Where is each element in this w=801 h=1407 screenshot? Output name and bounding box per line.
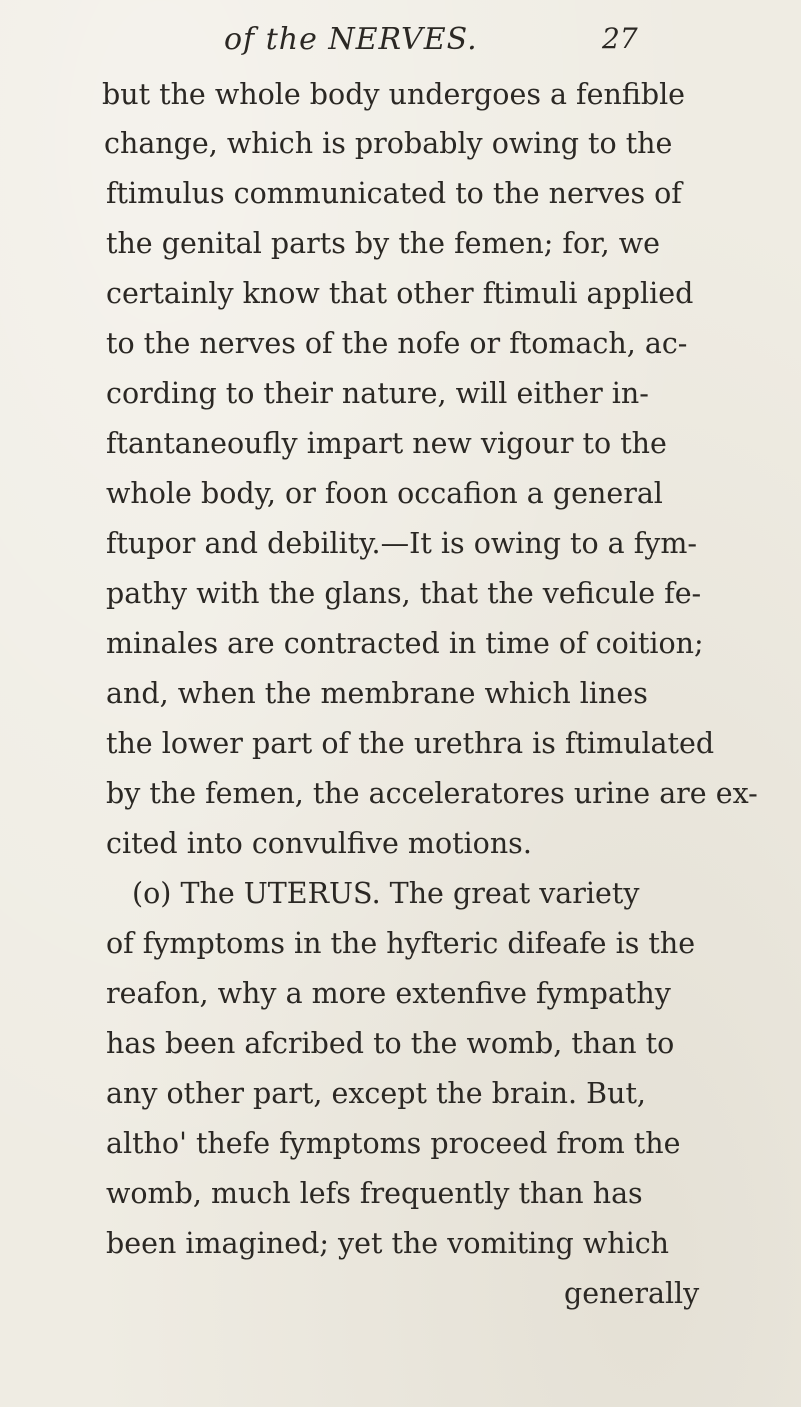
text-line: by the femen, the acceleratores urine are ex- (106, 777, 758, 810)
text-line: minales are contracted in time of coition; (106, 627, 704, 660)
text-line: and, when the membrane which lines (106, 677, 648, 710)
text-line: ftantaneoufly impart new vigour to the (106, 427, 667, 460)
text-line: the genital parts by the femen; for, we (106, 227, 660, 260)
text-line: cording to their nature, will either in- (106, 377, 649, 410)
text-line: pathy with the glans, that the veficule fe- (106, 577, 702, 610)
running-head (224, 22, 764, 66)
text-line: (o) The UTERUS. The great variety (132, 877, 640, 910)
text-line: any other part, except the brain. But, (106, 1077, 646, 1110)
catchword: generally (564, 1277, 700, 1310)
text-line: certainly know that other ftimuli applied (106, 277, 694, 310)
text-line: reafon, why a more extenfive fympathy (106, 977, 671, 1010)
text-line: the lower part of the urethra is ftimulated (106, 727, 715, 760)
page-number: 27 (602, 22, 638, 55)
text-line: ftimulus communicated to the nerves of (106, 177, 682, 210)
text-line: womb, much lefs frequently than has (106, 1177, 643, 1210)
running-head-title: of the NERVES. (224, 22, 478, 57)
text-line: has been afcribed to the womb, than to (106, 1027, 675, 1060)
text-line: ftupor and debility.—It is owing to a fym- (106, 527, 698, 560)
text-line: been imagined; yet the vomiting which (106, 1227, 670, 1260)
text-line: cited into convulfive motions. (106, 827, 532, 860)
text-line: whole body, or foon occafion a general (106, 477, 663, 510)
text-line: change, which is probably owing to the (104, 127, 673, 160)
text-line: altho' thefe fymptoms proceed from the (106, 1127, 681, 1160)
text-line: of fymptoms in the hyfteric difeafe is the (106, 927, 696, 960)
text-line: but the whole body undergoes a fenfible (102, 78, 686, 111)
text-line: to the nerves of the nofe or ftomach, ac- (106, 327, 688, 360)
